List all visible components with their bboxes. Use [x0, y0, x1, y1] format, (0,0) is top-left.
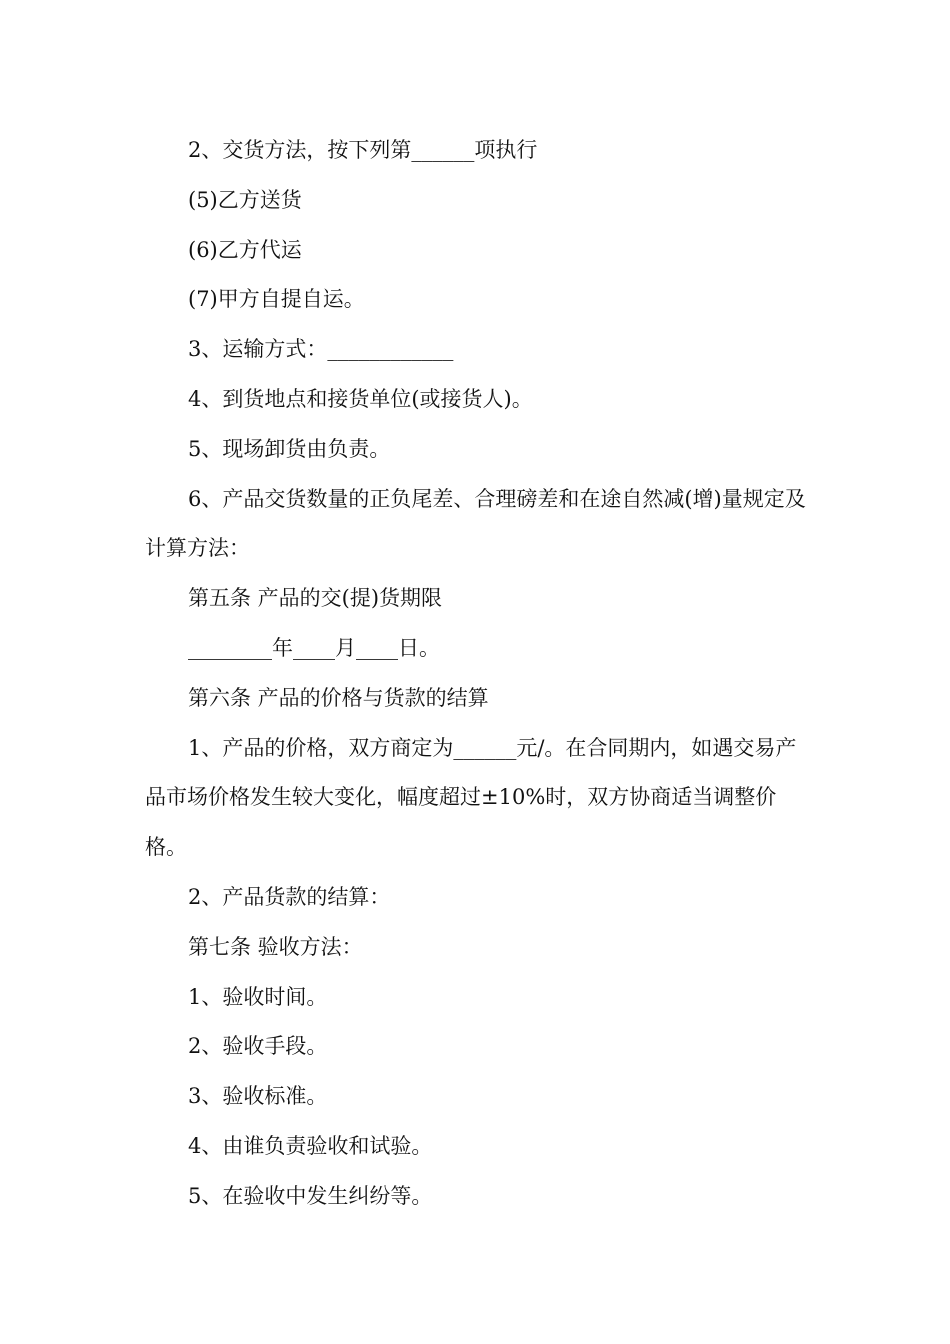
paragraph-product-price: 1、产品的价格，双方商定为______元/。在合同期内，如遇交易产品市场价格发生较大变化，幅度超过±10%时，双方协商适当调整价格。	[145, 735, 797, 860]
paragraph-transport-mode: 3、运输方式：____________	[188, 337, 454, 362]
paragraph-option-7: (7)甲方自提自运。	[188, 287, 365, 312]
article-5-heading: 第五条 产品的交(提)货期限	[188, 586, 443, 611]
article-6-heading: 第六条 产品的价格与货款的结算	[188, 685, 489, 710]
paragraph-acceptance-means: 2、验收手段。	[188, 1034, 328, 1059]
paragraph-payment-settlement: 2、产品货款的结算：	[188, 884, 391, 909]
paragraph-quantity-tolerance: 6、产品交货数量的正负尾差、合理磅差和在途自然减(增)量规定及计算方法：	[145, 486, 806, 561]
paragraph-option-5: (5)乙方送货	[188, 187, 302, 212]
paragraph-delivery-date: ________年____月____日。	[188, 635, 440, 660]
paragraph-acceptance-disputes: 5、在验收中发生纠纷等。	[188, 1183, 433, 1208]
paragraph-option-6: (6)乙方代运	[188, 237, 302, 262]
paragraph-delivery-method: 2、交货方法，按下列第______项执行	[188, 138, 538, 162]
paragraph-acceptance-time: 1、验收时间。	[188, 984, 328, 1009]
paragraph-unloading: 5、现场卸货由负责。	[188, 436, 391, 461]
document-body	[145, 126, 810, 1222]
article-7-heading: 第七条 验收方法：	[188, 934, 363, 959]
paragraph-acceptance-standard: 3、验收标准。	[188, 1084, 328, 1109]
paragraph-acceptance-responsibility: 4、由谁负责验收和试验。	[188, 1133, 433, 1158]
paragraph-arrival-location: 4、到货地点和接货单位(或接货人)。	[188, 386, 533, 411]
